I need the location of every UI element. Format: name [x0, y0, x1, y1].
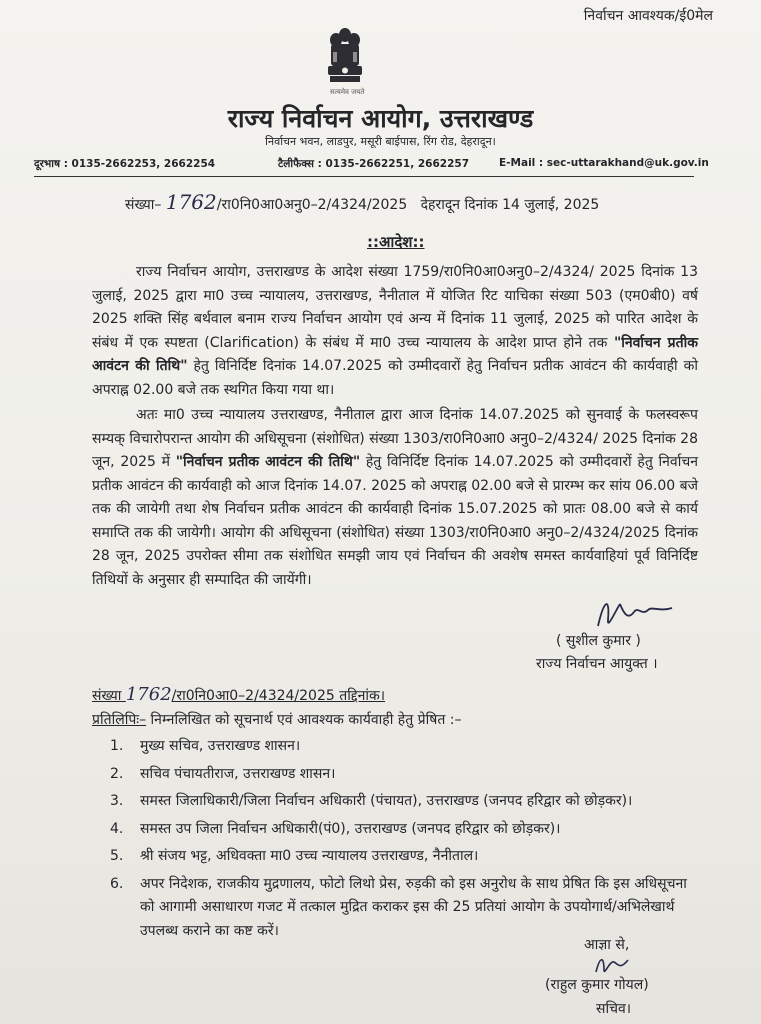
list-item-text: सचिव पंचायतीराज, उत्तराखण्ड शासन।	[140, 765, 336, 782]
order-title: ::आदेश::	[367, 233, 425, 251]
paragraph-2-bold: "निर्वाचन प्रतीक आवंटन की तिथि"	[175, 454, 361, 470]
list-item	[110, 735, 700, 759]
reference-number-handwritten: 1762	[165, 190, 217, 214]
national-emblem-icon	[322, 26, 368, 94]
reference2-text: /रा0नि0आ0–2/4324/2025 तद्दिनांक।	[171, 688, 386, 704]
reference-suffix: /रा0नि0आ0अनु0–2/4324/2025	[216, 197, 408, 213]
phone-number: दूरभाष : 0135-2662253, 2662254	[34, 158, 216, 170]
list-item-text: समस्त जिलाधिकारी/जिला निर्वाचन अधिकारी (पंचायत), उत्तराखण्ड (जनपद हरिद्वार को छोड़कर)।	[140, 793, 633, 809]
list-item-text: श्री संजय भट्ट, अधिवक्ता मा0 उच्च न्यायालय उत्तराखण्ड, नैनीताल।	[140, 848, 479, 864]
reference-line	[125, 190, 599, 214]
signatory-name: ( सुशील कुमार )	[556, 633, 641, 649]
paragraph-1-text-a: राज्य निर्वाचन आयोग, उत्तराखण्ड के आदेश संख्या 1759/रा0नि0आ0अनु0–2/4324/ 2025 दिनांक 13 जुलाई, 2025 द्वारा मा0 उच्च न्यायालय, उत्तराखण्ड, नैनीताल में योजित रिट याचिका संख्या 503 (एम0बी0) वर्ष 2025 शक्ति सिंह बर्थवाल बनाम राज्य निर्वाचन आयोग एवं अन्य में दिनांक 11 जुलाई, 2025 को पारित आदेश के संबंध में एक स्पष्टता (Clarification) के संबंध में मा0 उच्च न्यायालय के आदेश प्राप्त होने तक	[92, 264, 698, 351]
list-item-text: अपर निदेशक, राजकीय मुद्रणालय, फोटो लिथो प्रेस, रुड़की को इस अनुरोध के साथ प्रेषित कि इस अधिसूचना को आगामी असाधारण गजट में तत्काल मुद्रित कराकर इस की 25 प्रतियां आयोग के उपयोगार्थ/अभिलेखार्थ उपलब्ध कराने का कष्ट करें।	[140, 875, 687, 939]
list-item-text: मुख्य सचिव, उत्तराखण्ड शासन।	[140, 738, 301, 754]
organization-name: राज्य निर्वाचन आयोग, उत्तराखण्ड	[227, 104, 534, 133]
place-date: देहरादून दिनांक 14 जुलाई, 2025	[420, 197, 600, 213]
list-item	[110, 845, 700, 869]
organization-address: निर्वाचन भवन, लाडपुर, मसूरी बाईपास, रिंग रोड, देहरादून।	[265, 135, 496, 148]
reference2-label: संख्या	[92, 688, 126, 704]
list-item-number: 6.	[110, 875, 124, 892]
list-item-number: 1.	[110, 738, 124, 754]
recipient-list	[110, 735, 700, 947]
header-divider	[34, 176, 694, 177]
reference2-number-handwritten: 1762	[125, 684, 172, 705]
body-paragraph-2	[92, 404, 698, 592]
paragraph-1-text-b: हेतु विनिर्दिष्ट दिनांक 14.07.2025 को उम्मीदवारों हेतु निर्वाचन प्रतीक आवंटन की कार्यवाही को अपराह्न 02.00 बजे तक स्थगित किया गया था।	[92, 358, 698, 398]
emblem-motto: सत्यमेव जयते	[330, 88, 365, 96]
reference-label: संख्या–	[125, 197, 162, 213]
copy-to-text: निम्नलिखित को सूचनार्थ एवं आवश्यक कार्यवाही हेतु प्रेषित :–	[146, 712, 462, 728]
list-item-number: 5.	[110, 848, 124, 864]
list-item-number: 4.	[110, 820, 124, 837]
paragraph-2-text-b: हेतु विनिर्दिष्ट दिनांक 14.07.2025 को उम्मीदवारों हेतु निर्वाचन प्रतीक आवंटन की कार्यवाही को आज दिनांक 14.07. 2025 को अपराह्न 02.00 बजे से प्रारम्भ कर सांय 06.00 बजे तक की जायेगी तथा शेष निर्वाचन प्रतीक आवंटन की कार्यवाही दिनांक 15.07.2025 को प्रातः 08.00 बजे से कार्य समाप्ति तक की जायेगी। आयोग की अधिसूचना (संशोधित) संख्या 1303/रा0नि0आ0 अनु0–2/4324/2025 दिनांक 28 जून, 2025 उपरोक्त सीमा तक संशोधित समझी जाय एवं निर्वाचन की अवशेष समस्त कार्यवाहियां पूर्व विनिर्दिष्ट तिथियों के अनुसार ही सम्पादित की जायेंगी।	[92, 454, 698, 588]
list-item	[110, 790, 700, 814]
top-note: निर्वाचन आवश्यक/ई0मेल	[583, 8, 713, 24]
list-item-number: 3.	[110, 793, 124, 809]
list-item	[110, 818, 700, 842]
copy-to-line	[92, 710, 462, 729]
body-paragraph-1	[92, 261, 698, 402]
closing-text: आज्ञा से,	[584, 937, 630, 953]
list-item	[110, 873, 700, 944]
fax-number: टैलीफैक्स : 0135-2662251, 2662257	[278, 158, 470, 170]
commissioner-signature	[590, 590, 680, 634]
list-item-number: 2.	[110, 765, 124, 782]
email-address: E-Mail : sec-uttarakhand@uk.gov.in	[499, 157, 709, 169]
signatory-title: राज्य निर्वाचन आयुक्त ।	[536, 656, 658, 672]
secretary-name: (राहुल कुमार गोयल)	[545, 977, 649, 993]
list-item	[110, 763, 700, 787]
paragraph-1-bold: "निर्वाचन प्रतीक आवंटन की तिथि"	[92, 334, 698, 374]
paragraph-2-text-a: अतः मा0 उच्च न्यायालय उत्तराखण्ड, नैनीताल द्वारा आज दिनांक 14.07.2025 को सुनवाई के फलस्वरूप सम्यक् विचारोपरान्त आयोग की अधिसूचना (संशोधित) संख्या 1303/रा0नि0आ0 अनु0–2/4324/ 2025 दिनांक 28 जून, 2025 में	[92, 407, 698, 470]
copy-to-label: प्रतिलिपिः–	[92, 712, 147, 728]
list-item-text: समस्त उप जिला निर्वाचन अधिकारी(पं0), उत्तराखण्ड (जनपद हरिद्वार को छोड़कर)।	[140, 820, 561, 837]
reference-line-2	[92, 684, 385, 705]
secretary-title: सचिव।	[596, 1001, 632, 1017]
